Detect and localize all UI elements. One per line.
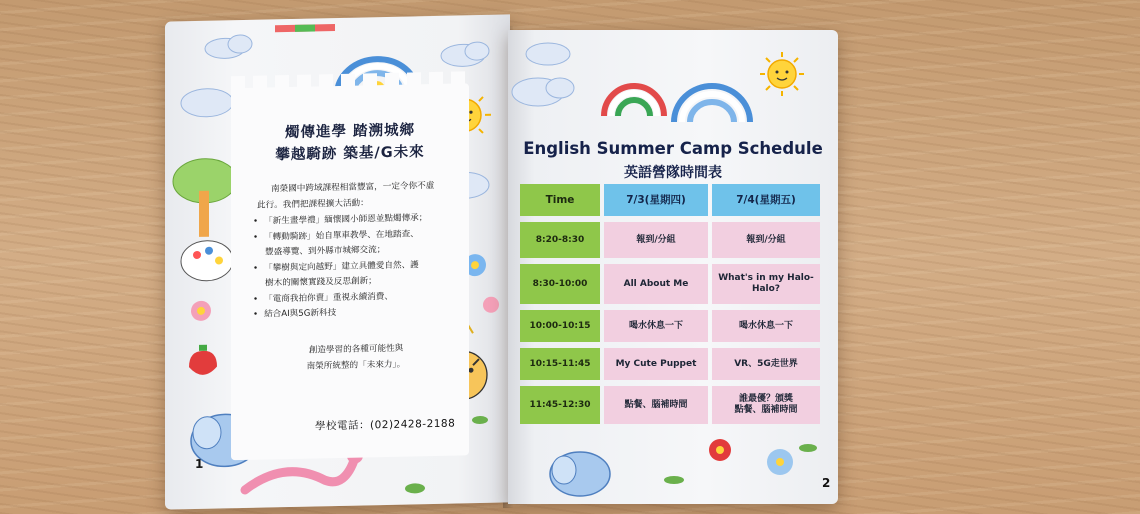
table-cell [712, 386, 820, 424]
table-cell: 點餐、腦補時間 [604, 386, 708, 424]
flower-icon [709, 439, 793, 475]
page-number-left: 1 [195, 456, 204, 471]
cell-line: 誰最優？頒獎 [738, 394, 793, 404]
list-item: 樹木的關懷實踐及反思創新； [265, 276, 377, 289]
elephant-icon [550, 452, 610, 496]
left-title-line2: 攀越騎跡 築基/G未來 [275, 144, 425, 164]
list-item: • 「攀樹與定向越野」建立具體愛自然、護 [253, 257, 469, 277]
page-number-right: 2 [822, 476, 831, 490]
cloud-icon [512, 43, 574, 106]
booklet-left-page [165, 14, 510, 509]
table-row-time: 8:30-10:00 [520, 264, 600, 304]
list-item: 豐盛導覽、到外縣市城鄉交流； [265, 244, 386, 258]
table-cell: 喝水休息一下 [604, 310, 708, 342]
pencil-icon [275, 24, 335, 32]
header-day1: 7/3(星期四) [604, 184, 708, 216]
closing-line: 南榮所統整的「未來力」。 [306, 359, 406, 372]
rainbow-icon [674, 86, 750, 122]
schedule-title-zh: 英語營隊時間表 [624, 165, 722, 181]
list-item: • 結合AI與5G新科技 [253, 303, 469, 323]
list-item: • 「新生畫學禮」緬懷國小師恩並點燭傳承； [253, 210, 469, 230]
header-day2: 7/4(星期五) [712, 184, 820, 216]
table-row-time: 8:20-8:30 [520, 222, 600, 258]
table-cell: 報到/分組 [712, 222, 820, 258]
left-title-line1: 燭傳進學 踏溯城鄉 [284, 122, 416, 142]
booklet-right-page [508, 30, 838, 504]
table-cell: 報到/分組 [604, 222, 708, 258]
schedule-title-en: English Summer Camp Schedule [523, 139, 823, 158]
strawberry-icon [189, 345, 217, 376]
schedule-table [520, 184, 820, 424]
table-cell: VR、5G走世界 [712, 348, 820, 380]
tree-icon [173, 158, 237, 237]
list-item: • 「電商我拍你賣」重視永續消費、 [253, 288, 469, 308]
cell-line: 點餐、腦補時間 [734, 405, 798, 415]
leaf-icon [664, 444, 817, 484]
rainbow-icon [604, 86, 664, 116]
left-closing [261, 341, 451, 376]
intro-line: 南榮國中跨域課程相當豐富，一定令你不虛 [271, 180, 435, 195]
table-cell: 喝水休息一下 [712, 310, 820, 342]
palette-icon [181, 240, 233, 281]
left-intro [257, 178, 467, 213]
table-row-time: 10:15-11:45 [520, 348, 600, 380]
list-item: • 「轉動騎跡」始自單車教學、在地踏查、 [253, 226, 469, 246]
table-cell: My Cute Puppet [604, 348, 708, 380]
table-row-time: 10:00-10:15 [520, 310, 600, 342]
header-time: Time [520, 184, 600, 216]
closing-line: 創造學習的各種可能性與 [308, 343, 404, 356]
table-cell: What's in my Halo-Halo? [712, 264, 820, 304]
table-row-time: 11:45-12:30 [520, 386, 600, 424]
sun-icon [760, 52, 804, 96]
table-cell: All About Me [604, 264, 708, 304]
intro-line: 此行。我們把課程擴大活動： [257, 197, 369, 211]
left-bullet-list [253, 210, 469, 323]
school-phone: 學校電話：(02)2428-2188 [315, 417, 456, 433]
